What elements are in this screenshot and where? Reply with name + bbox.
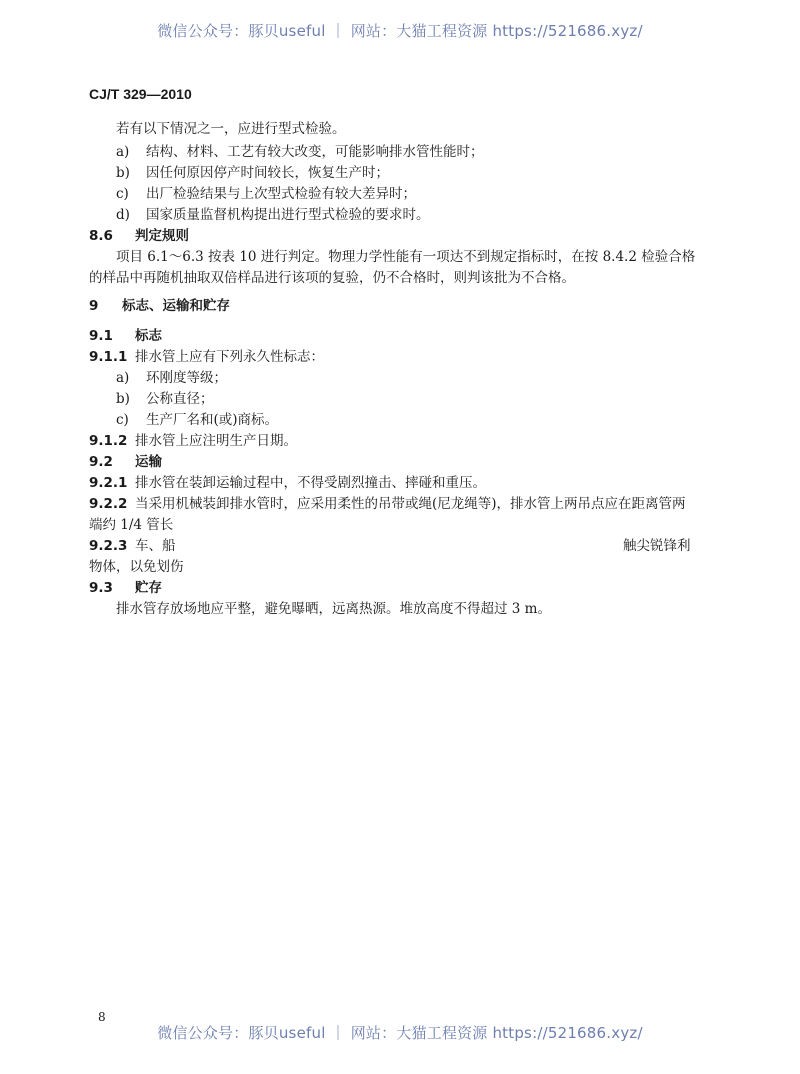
intro-text: 若有以下情况之一，应进行型式检验。 (116, 121, 346, 137)
mark-item-a (116, 368, 227, 388)
clause-9-2-3 (89, 536, 176, 556)
condition-label: a) (116, 144, 130, 160)
chapter-9-heading (89, 296, 230, 316)
clause-text: 排水管上应注明生产日期。 (135, 433, 297, 449)
section-number: 8.6 (89, 228, 113, 244)
clause-number: 9.2.1 (89, 475, 128, 491)
condition-text: 结构、材料、工艺有较大改变，可能影响排水管性能时； (146, 144, 484, 160)
clause-text: 当采用机械装卸排水管时，应采用柔性的吊带或绳(尼龙绳等)，排水管上两吊点应在距离管两 (135, 496, 686, 512)
condition-item-d (116, 205, 430, 225)
section-9-1-heading (89, 326, 162, 346)
clause-9-1-1 (89, 347, 324, 367)
mark-text: 环刚度等级； (146, 370, 227, 386)
clause-number: 9.1.1 (89, 349, 128, 365)
condition-label: d) (116, 207, 130, 223)
corner-mark (760, 0, 800, 6)
section-8-6-text-1: 项目 6.1～6.3 按表 10 进行判定。物理力学性能有一项达不到规定指标时，在按 8.4.2 检验合格 (116, 249, 696, 265)
watermark-bottom: 微信公众号：豚贝useful ｜ 网站：大猫工程资源 https://521686.xyz/ (157, 1024, 643, 1042)
mark-item-c (116, 410, 278, 430)
clause-9-2-3-tail: 触尖锐锋利 (623, 538, 691, 554)
section-title: 判定规则 (135, 228, 189, 244)
section-9-3-heading (89, 578, 162, 598)
clause-number: 9.2.2 (89, 496, 128, 512)
condition-label: b) (116, 165, 130, 181)
section-8-6-text-2: 的样品中再随机抽取双倍样品进行该项的复验，仍不合格时，则判该批为不合格。 (89, 270, 575, 286)
chapter-title: 标志、运输和贮存 (122, 298, 230, 314)
section-9-3-text: 排水管存放场地应平整，避免曝晒，远离热源。堆放高度不得超过 3 m。 (116, 601, 551, 617)
clause-number: 9.2.3 (89, 538, 128, 554)
clause-text: 排水管上应有下列永久性标志： (135, 349, 324, 365)
mark-item-b (116, 389, 214, 409)
mark-label: c) (116, 412, 129, 428)
page-number: 8 (98, 1010, 106, 1024)
section-title: 标志 (135, 328, 162, 344)
clause-number: 9.1.2 (89, 433, 128, 449)
condition-text: 出厂检验结果与上次型式检验有较大差异时； (146, 186, 416, 202)
section-9-2-heading (89, 452, 162, 472)
clause-9-2-3-continued: 物体，以免划伤 (89, 559, 184, 575)
condition-item-c (116, 184, 416, 204)
watermark-top: 微信公众号：豚贝useful ｜ 网站：大猫工程资源 https://521686.xyz/ (157, 22, 643, 40)
condition-text: 因任何原因停产时间较长，恢复生产时； (146, 165, 389, 181)
clause-9-2-2 (89, 494, 686, 514)
section-title: 贮存 (135, 580, 162, 596)
clause-9-2-2-continued: 端约 1/4 管长 (89, 517, 174, 533)
section-title: 运输 (135, 454, 162, 470)
section-number: 9.1 (89, 328, 113, 344)
clause-9-2-1 (89, 473, 486, 493)
mark-label: b) (116, 391, 130, 407)
mark-label: a) (116, 370, 130, 386)
section-8-6-heading (89, 226, 189, 246)
condition-item-a (116, 142, 484, 162)
mark-text: 生产厂名和(或)商标。 (146, 412, 279, 428)
document-code: CJ/T 329—2010 (89, 86, 192, 102)
mark-text: 公称直径； (146, 391, 214, 407)
clause-text: 车、船 (135, 538, 176, 554)
condition-label: c) (116, 186, 129, 202)
section-number: 9.2 (89, 454, 113, 470)
condition-text: 国家质量监督机构提出进行型式检验的要求时。 (146, 207, 430, 223)
clause-text: 排水管在装卸运输过程中，不得受剧烈撞击、摔碰和重压。 (135, 475, 486, 491)
section-number: 9.3 (89, 580, 113, 596)
condition-item-b (116, 163, 389, 183)
chapter-number: 9 (89, 298, 99, 314)
clause-9-1-2 (89, 431, 297, 451)
